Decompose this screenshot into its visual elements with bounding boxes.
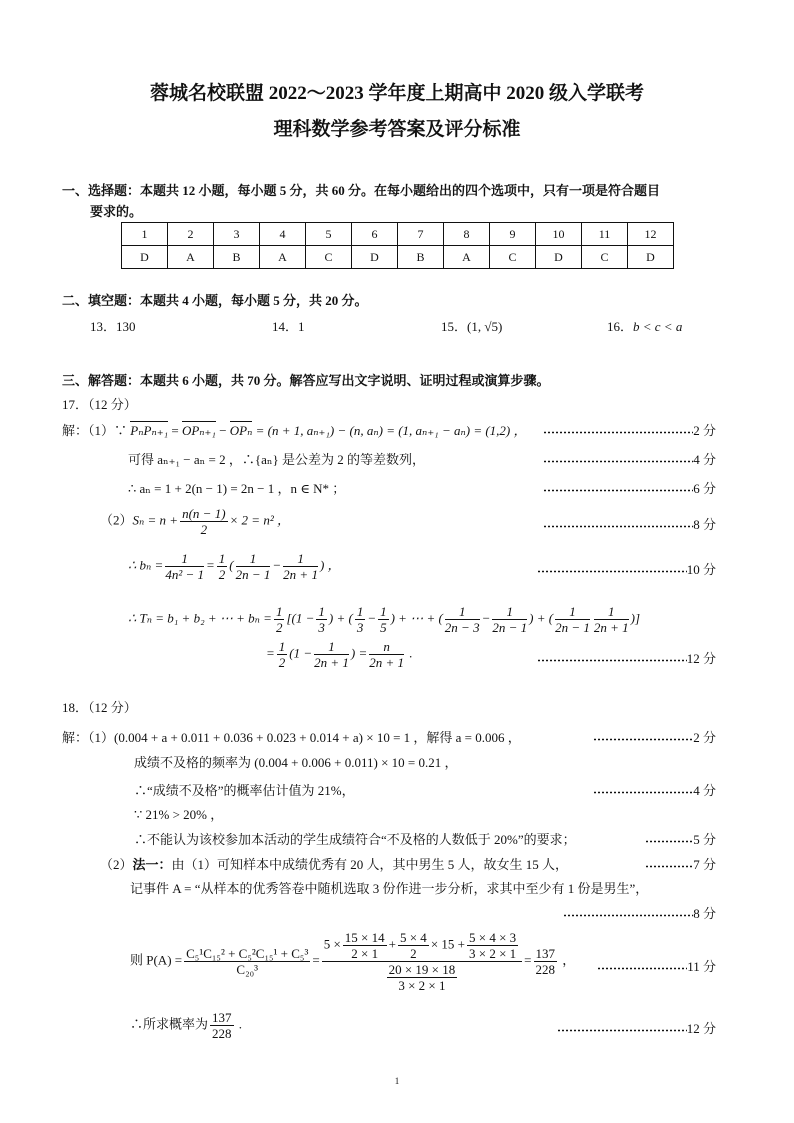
numerator: 1	[314, 639, 349, 655]
denominator: C₂₀³	[236, 962, 259, 977]
answer-table-numbers	[122, 223, 674, 246]
score-text: 7 分	[693, 857, 716, 872]
numerator: 1	[165, 551, 204, 567]
denominator: 2 × 1	[351, 946, 379, 961]
denominator: 5	[380, 620, 387, 635]
math: =	[266, 645, 275, 661]
fraction	[534, 946, 558, 977]
math: (	[229, 557, 234, 573]
fraction	[165, 551, 204, 582]
fraction	[184, 946, 310, 977]
score-text: 4 分	[693, 783, 716, 798]
score-mark	[543, 449, 716, 468]
q17-line1	[62, 420, 527, 439]
solve-label: 解：	[62, 423, 89, 438]
math: =	[168, 423, 182, 438]
denominator: 4n² − 1	[165, 567, 204, 582]
math: +	[388, 936, 396, 952]
fraction	[387, 962, 458, 993]
numerator: 1	[492, 604, 527, 620]
math: ) ，	[319, 557, 341, 573]
fraction	[492, 604, 527, 635]
part-label: （2）	[100, 857, 133, 872]
numerator: 1	[278, 639, 286, 654]
q17-line2: 可得 aₙ₊₁ − aₙ = 2 ，∴{aₙ} 是公差为 2 的等差数列，	[128, 452, 425, 467]
denominator: 2n − 1	[235, 567, 271, 582]
score-mark	[537, 648, 716, 667]
denominator: 2n − 1	[492, 620, 528, 635]
question-number-cell: 7	[398, 223, 444, 246]
score-text: 12 分	[686, 1021, 716, 1036]
math: × 2 = n² ，	[229, 512, 290, 528]
math: = (n + 1, aₙ₊₁) − (n, aₙ) = (1, aₙ₊₁ − aₙ) = (1,2) ，	[252, 423, 527, 438]
denominator: 2	[275, 620, 283, 635]
math: ，	[559, 952, 576, 968]
question-number: 13．	[90, 319, 117, 334]
math: .	[235, 1016, 243, 1032]
question-number-cell: 11	[582, 223, 628, 246]
method-label: 法一：	[132, 857, 172, 872]
q18-line5: ∴不能认为该校参加本活动的学生成绩符合“不及格的人数低于 20%”的要求；	[134, 832, 576, 847]
math: Sₙ = n +	[132, 512, 179, 528]
fraction	[180, 506, 227, 537]
answer-value: 130	[116, 319, 136, 334]
q17-line3: ∴ aₙ = 1 + 2(n − 1) = 2n − 1 ，n ∈ N* ；	[128, 481, 346, 496]
question-number-cell: 5	[306, 223, 352, 246]
fraction	[283, 551, 318, 582]
numerator: 1	[236, 551, 271, 567]
math: ) + ⋯ + (	[390, 610, 443, 626]
question-number-cell: 9	[490, 223, 536, 246]
denominator: 2n − 3	[444, 620, 480, 635]
numerator: 1	[380, 604, 387, 619]
score-mark	[543, 420, 716, 439]
question-number-cell: 8	[444, 223, 490, 246]
title-line-2: 理科数学参考答案及评分标准	[273, 119, 521, 140]
denominator: 2n + 1	[314, 655, 349, 670]
math: =	[312, 952, 320, 968]
question-number: 16．	[607, 319, 634, 334]
score-mark	[593, 780, 716, 799]
denominator: 228	[535, 962, 555, 977]
score-text: 8 分	[693, 517, 716, 532]
numerator	[322, 930, 522, 962]
answer-value: 1	[298, 319, 305, 334]
numerator: 1	[283, 551, 318, 567]
answer-table	[121, 222, 674, 269]
fraction	[210, 1010, 234, 1041]
q17-line4	[100, 506, 290, 537]
q18-line3: ∴“成绩不及格”的概率估计值为 21%，	[134, 783, 355, 798]
numerator: 15 × 14	[344, 930, 385, 945]
math: 5 ×	[323, 936, 341, 952]
q18-line1	[62, 727, 521, 746]
title-line-1: 蓉城名校联盟 2022～2023 学年度上期高中 2020 级入学联考	[149, 83, 644, 104]
math: .	[406, 645, 413, 661]
denominator: 3 × 2 × 1	[398, 978, 446, 993]
math: −	[481, 610, 491, 626]
fraction	[355, 604, 366, 635]
fraction	[277, 639, 288, 670]
answer-cell: A	[260, 246, 306, 269]
score-mark	[537, 559, 716, 578]
math: ) + (	[529, 610, 554, 626]
page-number: 1	[394, 1076, 400, 1086]
score-mark	[593, 727, 716, 746]
math: ) + (	[328, 610, 353, 626]
question-number-cell: 12	[628, 223, 674, 246]
score-text: 11 分	[687, 959, 716, 974]
score-mark	[645, 854, 716, 873]
fraction	[369, 639, 404, 670]
question-number-cell: 1	[122, 223, 168, 246]
numerator: 1	[594, 604, 629, 620]
numerator: 1	[356, 604, 364, 619]
answer-cell: A	[168, 246, 214, 269]
numerator: C₅¹C₁₅² + C₅²C₁₅¹ + C₅³	[186, 946, 309, 961]
fraction	[314, 639, 349, 670]
question-number-cell: 10	[536, 223, 582, 246]
score-mark	[563, 903, 716, 922]
q18-line7: 记事件 A = “从样本的优秀答卷中随机选取 3 份作进一步分析，求其中至少有 1 份是男生”，	[130, 881, 649, 896]
part-label: （1）	[88, 423, 115, 438]
math: ∴ Tₙ = b₁ + b₂ + ⋯ + bₙ =	[128, 610, 272, 626]
denominator: 3	[356, 620, 364, 635]
numerator: n	[369, 639, 404, 655]
q17-header: 17．（12 分）	[62, 397, 137, 412]
answer-value: b < c < a	[633, 319, 683, 334]
denominator: 2n + 1	[593, 620, 629, 635]
answer-table-answers	[122, 246, 674, 269]
math: 则 P(A) =	[130, 952, 183, 968]
answer-cell: C	[490, 246, 536, 269]
fraction	[343, 930, 387, 961]
denominator: 2	[278, 655, 286, 670]
answer-value: (1, √5)	[467, 319, 503, 334]
answer-cell: D	[122, 246, 168, 269]
denominator: 3 × 2 × 1	[468, 946, 517, 961]
numerator: 5 × 4	[399, 930, 427, 945]
numerator: 1	[218, 551, 226, 566]
fill-answer-13	[90, 316, 136, 335]
fraction	[236, 551, 271, 582]
q17-line7	[266, 639, 413, 670]
score-mark	[543, 514, 716, 533]
math: (0.004 + a + 0.011 + 0.036 + 0.023 + 0.014 + a) × 10 = 1 ，解得 a = 0.006 ，	[114, 730, 521, 745]
fraction	[398, 930, 429, 961]
score-mark	[597, 956, 716, 975]
math: ) =	[350, 645, 368, 661]
fraction	[378, 604, 389, 635]
score-text: 8 分	[693, 906, 716, 921]
math: )]	[630, 610, 641, 626]
vector: OPₙ₊₁	[181, 423, 216, 438]
answer-cell: C	[582, 246, 628, 269]
math: ∴所求概率为	[130, 1016, 209, 1032]
denominator: 228	[212, 1026, 232, 1041]
fraction	[594, 604, 629, 635]
q18-line2: 成绩不及格的频率为 (0.004 + 0.006 + 0.011) × 10 = 0.21 ，	[134, 755, 458, 770]
question-number: 15．	[441, 319, 468, 334]
section1-heading: 一、选择题：本题共 12 小题，每小题 5 分，共 60 分。在每小题给出的四个选项中，只有一项是符合题目	[62, 183, 661, 198]
denominator: 2n + 1	[283, 567, 318, 582]
math: −	[272, 557, 282, 573]
math: =	[524, 952, 532, 968]
answer-cell: D	[352, 246, 398, 269]
denominator: 2n − 1	[555, 620, 590, 635]
answer-cell: A	[444, 246, 490, 269]
denominator: 3	[318, 620, 325, 635]
q18-line6	[100, 854, 568, 873]
math: −	[367, 610, 377, 626]
numerator: 137	[212, 1010, 232, 1025]
denominator: 2	[218, 567, 226, 582]
answer-cell: C	[306, 246, 352, 269]
score-mark	[543, 478, 716, 497]
section3-heading: 三、解答题：本题共 6 小题，共 70 分。解答应写出文字说明、证明过程或演算步骤。	[62, 373, 550, 388]
denominator: 2	[200, 522, 208, 537]
score-text: 4 分	[693, 452, 716, 467]
numerator: 1	[555, 604, 590, 620]
question-number-cell: 6	[352, 223, 398, 246]
fraction	[316, 604, 327, 635]
numerator: n(n − 1)	[182, 506, 226, 521]
score-mark	[645, 829, 716, 848]
question-number-cell: 4	[260, 223, 306, 246]
score-text: 2 分	[693, 423, 716, 438]
q18-line8	[130, 930, 575, 993]
fraction	[217, 551, 228, 582]
answer-cell: B	[398, 246, 444, 269]
score-text: 10 分	[686, 562, 716, 577]
fraction	[274, 604, 285, 635]
answer-cell: D	[628, 246, 674, 269]
fraction	[445, 604, 480, 635]
numerator: 1	[318, 604, 325, 619]
answer-cell: D	[536, 246, 582, 269]
fraction	[467, 930, 518, 961]
score-text: 5 分	[693, 832, 716, 847]
score-mark	[557, 1018, 716, 1037]
numerator: 1	[445, 604, 480, 620]
part-label: （1）	[88, 730, 115, 745]
score-text: 12 分	[686, 651, 716, 666]
denominator: 2n + 1	[369, 655, 405, 670]
score-text: 2 分	[693, 730, 716, 745]
fill-answer-14	[272, 316, 305, 335]
denominator	[322, 962, 522, 993]
compound-fraction	[322, 930, 522, 993]
fill-answer-15	[441, 316, 502, 335]
q17-line6	[128, 604, 640, 635]
section1-heading-cont: 要求的。	[90, 204, 143, 219]
q17-line5	[128, 551, 341, 582]
part-label: （2）	[100, 512, 133, 528]
math: × 15 +	[430, 936, 465, 952]
numerator: 1	[275, 604, 283, 619]
vector: OPₙ	[229, 423, 253, 438]
numerator: 137	[535, 946, 555, 961]
math: −	[215, 423, 230, 438]
math: ∵	[114, 423, 131, 438]
answer-cell: B	[214, 246, 260, 269]
vector: PₙPₙ₊₁	[130, 423, 169, 438]
numerator: 5 × 4 × 3	[468, 930, 517, 945]
q18-header: 18．（12 分）	[62, 700, 137, 715]
q18-line4: ∵ 21% > 20% ，	[134, 807, 224, 822]
question-number-cell: 3	[214, 223, 260, 246]
fill-answer-16	[607, 316, 682, 335]
section2-heading: 二、填空题：本题共 4 小题，每小题 5 分，共 20 分。	[62, 293, 368, 308]
numerator: 20 × 19 × 18	[388, 962, 456, 977]
solve-label: 解：	[62, 730, 89, 745]
denominator: 2	[410, 946, 417, 961]
math: 由（1）可知样本中成绩优秀有 20 人，其中男生 5 人，故女生 15 人，	[171, 857, 569, 872]
math: [(1 −	[286, 610, 315, 626]
math: =	[205, 557, 215, 573]
question-number: 14．	[272, 319, 299, 334]
q18-line9	[130, 1010, 242, 1041]
math: (1 −	[289, 645, 313, 661]
fraction	[555, 604, 590, 635]
score-text: 6 分	[693, 481, 716, 496]
question-number-cell: 2	[168, 223, 214, 246]
math: ∴ bₙ =	[128, 557, 164, 573]
